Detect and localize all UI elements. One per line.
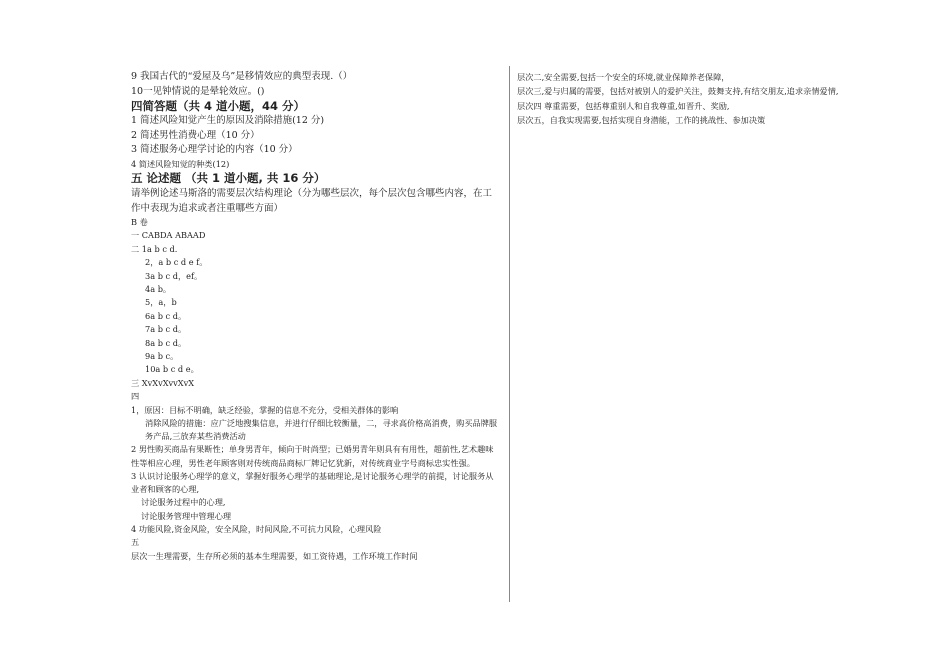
answer-4-4: 4 功能风险,资金风险，安全风险，时间风险,不可抗力风险，心理风险	[131, 524, 382, 535]
answer-5-level-4: 层次四 尊重需要，包括尊重别人和自我尊重,如晋升、奖励,	[517, 100, 730, 111]
left-column	[131, 70, 501, 563]
paper-b-label: B 卷	[131, 216, 148, 227]
answer-4-3-process: 讨论服务过程中的心理,	[141, 497, 226, 508]
answer-part-3: 三 XvXvXvvXvX	[131, 377, 195, 388]
answer-part-2-item-10: 10a b c d e。	[145, 364, 199, 375]
true-false-item-10: 10一见钟情说的是晕轮效应。()	[131, 85, 265, 97]
answer-5-level-5: 层次五，自我实现需要,包括实现自身潜能，工作的挑战性、参加决策	[517, 115, 766, 126]
essay-question: 请举例论述马斯洛的需要层次结构理论（分为哪些层次，每个层次包含哪些内容，在工作中表现为追求或者注重哪些方面）	[131, 187, 493, 214]
answer-4-2: 2 男性购买商品有果断性；单身男青年，倾向于时尚型；已婚男青年则具有有用性，超前性,艺术趣味性等相应心理，男性老年顾客则对传统商品商标厂牌记忆犹新，对传统商业字号商标忠实性强。	[131, 444, 494, 468]
true-false-item-9: 9 我国古代的“爱屋及乌”是移情效应的典型表现.（）	[131, 71, 353, 82]
answer-part-4-label: 四	[131, 391, 140, 402]
answer-part-2-item-4: 4a b。	[145, 283, 172, 294]
answer-4-1-cause: 1，原因：目标不明确，缺乏经验，掌握的信息不充分，受相关群体的影响	[131, 404, 399, 415]
short-question-3: 3 简述服务心理学讨论的内容（10 分）	[131, 144, 298, 155]
answer-4-3-intro: 3 认识讨论服务心理学的意义，掌握好服务心理学的基础理论,是讨论服务心理学的前提，讨论服务从业者和顾客的心理,	[131, 470, 494, 495]
answer-5-level-1: 层次一生理需要，生存所必须的基本生理需要，如工资待遇，工作环境工作时间	[131, 550, 418, 561]
answer-part-2-item-5: 5，a，b	[145, 297, 177, 308]
short-question-1: 1 简述风险知觉产生的原因及消除措施(12 分)	[131, 115, 325, 126]
section-4-heading: 四简答题（共 4 道小题，44 分）	[131, 99, 306, 113]
answer-part-2-item-1: 二 1a b c d.	[131, 243, 178, 254]
answer-part-5-label: 五	[131, 537, 140, 548]
answer-part-2-item-8: 8a b c d。	[145, 337, 187, 348]
answer-part-2-item-9: 9a b c。	[145, 350, 179, 361]
answer-part-2-item-3: 3a b c d，ef。	[145, 270, 203, 281]
answer-part-2-item-6: 6a b c d。	[145, 310, 187, 321]
section-5-heading: 五 论述题 （共 1 道小题, 共 16 分）	[131, 170, 326, 185]
answer-5-level-2: 层次二,安全需要,包括一个安全的环境,就业保障养老保障，	[517, 72, 730, 82]
answer-part-2-item-7: 7a b c d。	[145, 324, 187, 335]
column-divider	[509, 66, 510, 602]
answer-4-3-management: 讨论服务管理中管理心理	[141, 510, 232, 521]
answer-4-1-measures: 消除风险的措施：应广泛地搜集信息，并进行仔细比较衡量，二，寻求高价格高消费，购买品牌服务产品,三放弃某些消费活动	[145, 418, 498, 442]
answer-part-1: 一 CABDA ABAAD	[131, 230, 206, 241]
answer-5-level-3: 层次三,爱与归属的需要，包括对被别人的爱护关注，鼓舞支持,有结交朋友,追求亲情爱情,	[517, 86, 839, 97]
right-column	[517, 70, 897, 128]
short-question-4: 4 简述风险知觉的种类(12)	[131, 158, 230, 169]
answer-part-2-item-2: 2，a b c d e f。	[145, 257, 208, 268]
short-question-2: 2 简述男性消费心理（10 分）	[131, 129, 260, 141]
